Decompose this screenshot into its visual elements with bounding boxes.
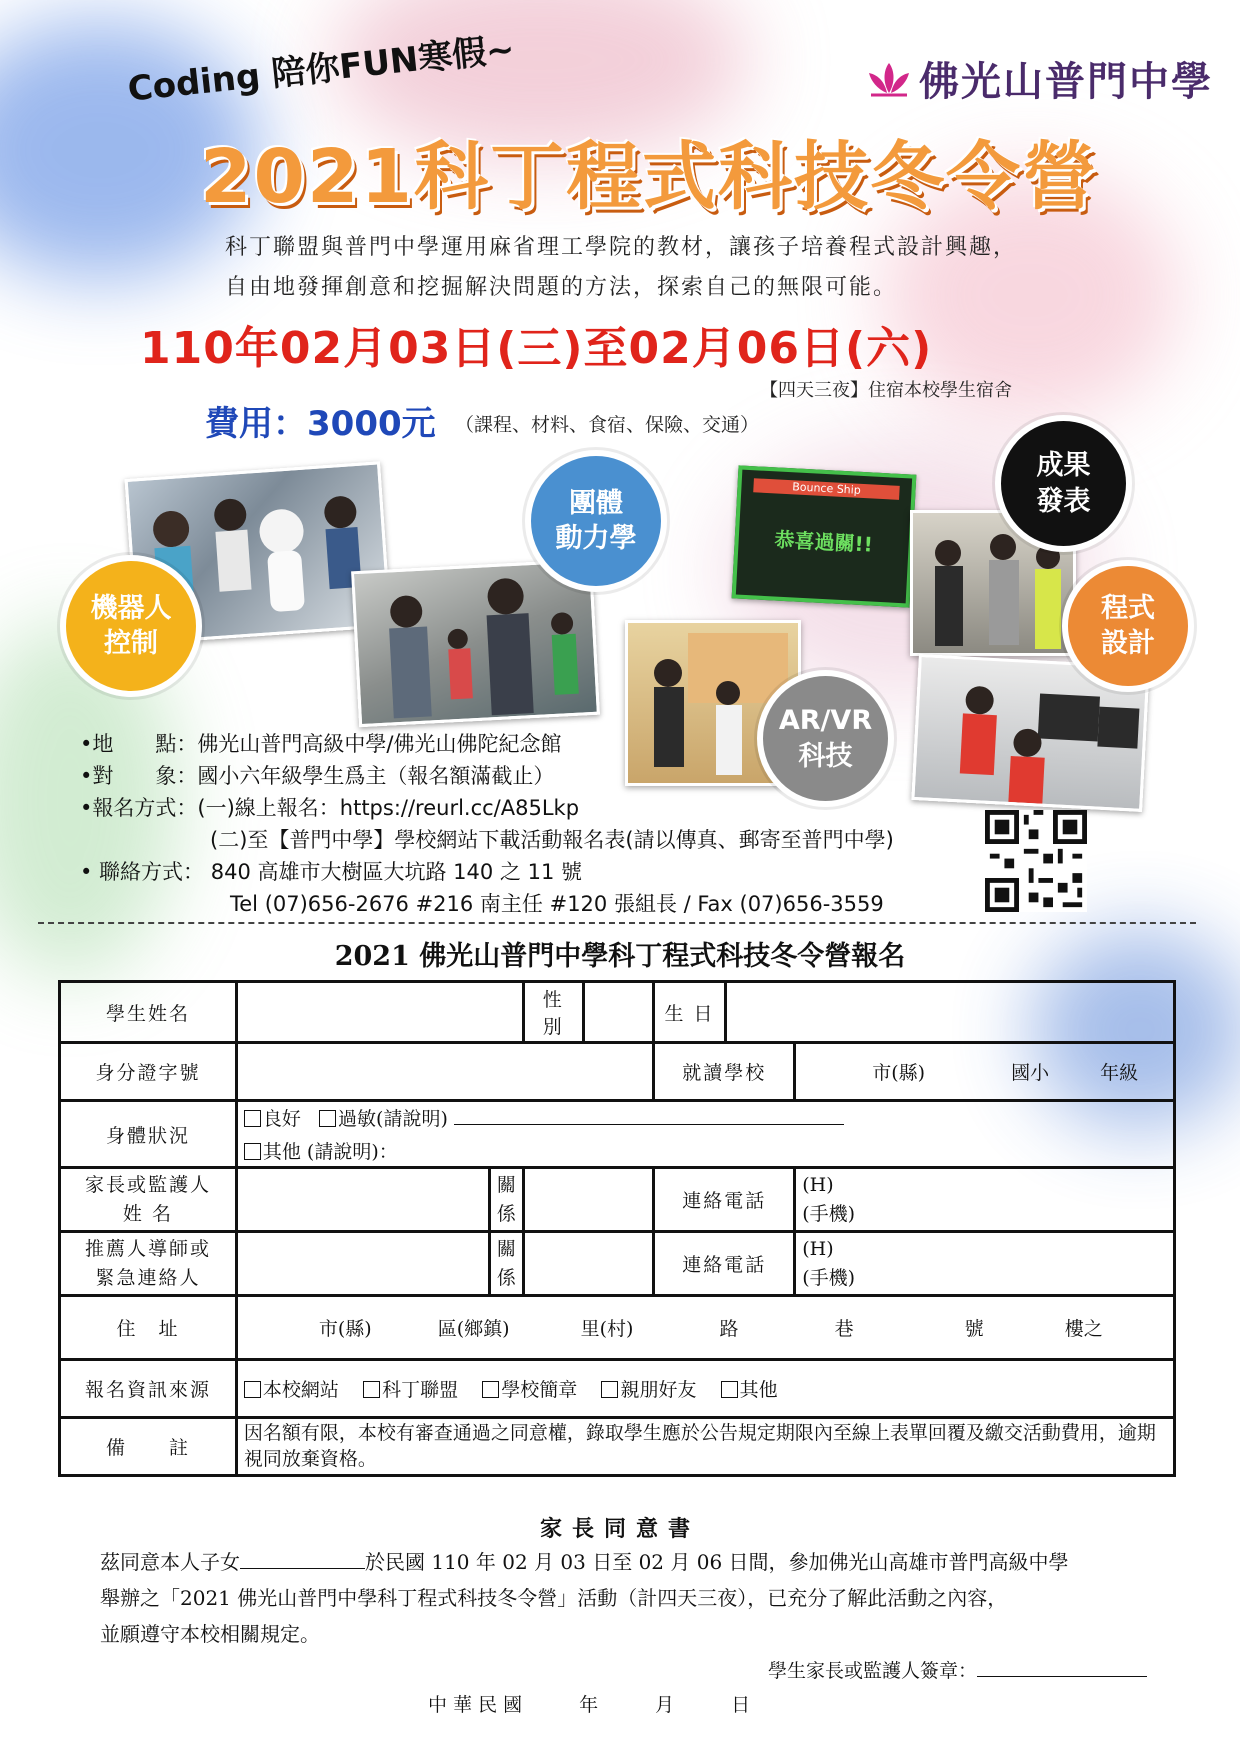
checkbox-src-friends[interactable] bbox=[601, 1381, 618, 1398]
game-title-bar: Bounce Ship bbox=[753, 478, 900, 500]
src-friends-label: 親朋好友 bbox=[620, 1379, 697, 1401]
addr-lane: 巷 bbox=[834, 1318, 854, 1340]
field-gender[interactable] bbox=[583, 982, 654, 1043]
health-allergy-blank[interactable] bbox=[454, 1124, 844, 1125]
page-title: 2021科丁程式科技冬令營 bbox=[200, 134, 1098, 220]
label-birthday: 生 日 bbox=[654, 982, 726, 1043]
addr-floor: 樓之 bbox=[1064, 1318, 1103, 1340]
signature-text: 學生家長或監護人簽章： bbox=[768, 1660, 978, 1682]
label-notes: 備 註 bbox=[60, 1418, 237, 1476]
label-id-number: 身分證字號 bbox=[60, 1043, 237, 1101]
consent-line-3: 並願遵守本校相關規定。 bbox=[100, 1622, 320, 1646]
label-health: 身體狀況 bbox=[60, 1101, 237, 1168]
label-school: 就讀學校 bbox=[654, 1043, 795, 1101]
src-other-label: 其他 bbox=[739, 1379, 778, 1401]
consent-line-1a: 茲同意本人子女 bbox=[100, 1550, 240, 1574]
slogan: Coding 陪你FUN寒假~ bbox=[125, 29, 517, 110]
label-parent: 家長或監護人 姓 名 bbox=[60, 1168, 237, 1232]
checkbox-src-brochure[interactable] bbox=[482, 1381, 499, 1398]
checkbox-health-good[interactable] bbox=[244, 1110, 261, 1127]
field-referrer-phone[interactable]: (H) (手機) bbox=[795, 1232, 1175, 1296]
field-parent-relation[interactable] bbox=[523, 1168, 653, 1232]
photo-screen bbox=[732, 465, 917, 607]
badge-programming-label: 程式 設計 bbox=[1101, 592, 1155, 659]
lotus-icon bbox=[865, 59, 913, 99]
src-keding-label: 科丁聯盟 bbox=[382, 1379, 459, 1401]
field-birthday[interactable] bbox=[725, 982, 1174, 1043]
checkbox-src-keding[interactable] bbox=[363, 1381, 380, 1398]
checkbox-src-school-site[interactable] bbox=[244, 1381, 261, 1398]
badge-team-dynamics bbox=[525, 450, 667, 592]
consent-date: 中 華 民 國 年 月 日 bbox=[428, 1694, 751, 1716]
intro-line-2: 自由地發揮創意和挖掘解決問題的方法，探索自己的無限可能。 bbox=[225, 275, 898, 300]
addr-district: 區(鄉鎮) bbox=[437, 1318, 510, 1340]
badge-robot-label: 機器人 控制 bbox=[90, 592, 172, 659]
field-health bbox=[236, 1101, 1174, 1168]
fee-includes: （課程、材料、食宿、保險、交通） bbox=[455, 414, 760, 436]
school-city-label: 市(縣) bbox=[872, 1062, 926, 1084]
checkbox-src-other[interactable] bbox=[721, 1381, 738, 1398]
field-referrer-name[interactable] bbox=[236, 1232, 489, 1296]
badge-arvr bbox=[757, 670, 894, 807]
logo-text: 佛光山普門中學 bbox=[919, 58, 1213, 105]
info-signup-online: •報名方式：(一)線上報名：https://reurl.cc/A85Lkp bbox=[80, 796, 580, 820]
src-school-site-label: 本校網站 bbox=[262, 1379, 339, 1401]
consent-line-2: 舉辦之「2021 佛光山普門中學科丁程式科技冬令營」活動（計四天三夜），已充分了解此活動之內容， bbox=[100, 1586, 1008, 1610]
field-student-name[interactable] bbox=[236, 982, 523, 1043]
field-parent-name[interactable] bbox=[236, 1168, 489, 1232]
label-parent-phone: 連絡電話 bbox=[654, 1168, 795, 1232]
addr-city: 市(縣) bbox=[318, 1318, 372, 1340]
stay-note: 【四天三夜】住宿本校學生宿舍 bbox=[760, 380, 1012, 401]
label-student-name: 學生姓名 bbox=[60, 982, 237, 1043]
label-referrer: 推薦人導師或 緊急連絡人 bbox=[60, 1232, 237, 1296]
field-address[interactable] bbox=[236, 1296, 1174, 1360]
label-gender: 性 別 bbox=[523, 982, 583, 1043]
cut-line bbox=[38, 922, 1196, 924]
field-referrer-relation[interactable] bbox=[523, 1232, 653, 1296]
info-signup-download: (二)至【普門中學】學校網站下載活動報名表(請以傳真、郵寄至普門中學) bbox=[210, 828, 894, 852]
consent-title: 家長同意書 bbox=[539, 1516, 700, 1542]
consent-line-1b: 於民國 110 年 02 月 03 日至 02 月 06 日間，參加佛光山高雄市普門高級中學 bbox=[365, 1550, 1069, 1574]
congrats-text: 恭喜過關!! bbox=[774, 527, 874, 557]
health-other-label: 其他 (請說明)： bbox=[262, 1141, 398, 1163]
badge-arvr-label: AR/VR 科技 bbox=[778, 705, 873, 772]
badge-team-label: 團體 動力學 bbox=[555, 487, 637, 554]
badge-programming bbox=[1062, 560, 1194, 692]
consent-line-1 bbox=[100, 1546, 1069, 1575]
health-allergy-label: 過敏(請說明) bbox=[338, 1108, 448, 1130]
school-logo bbox=[865, 50, 1213, 107]
badge-results bbox=[995, 415, 1132, 552]
addr-road: 路 bbox=[719, 1318, 739, 1340]
label-source: 報名資訊來源 bbox=[60, 1360, 237, 1418]
field-source bbox=[236, 1360, 1174, 1418]
signature-blank[interactable] bbox=[977, 1676, 1147, 1677]
label-parent-relation: 關 係 bbox=[489, 1168, 523, 1232]
school-grade-label: 年級 bbox=[1100, 1062, 1139, 1084]
checkbox-health-allergy[interactable] bbox=[319, 1110, 336, 1127]
label-referrer-relation: 關 係 bbox=[489, 1232, 523, 1296]
info-location: •地 點：佛光山普門高級中學/佛光山佛陀紀念館 bbox=[80, 732, 562, 756]
form-title: 2021 佛光山普門中學科丁程式科技冬令營報名 bbox=[334, 941, 906, 972]
field-parent-phone[interactable]: (H) (手機) bbox=[795, 1168, 1175, 1232]
event-date: 110年02月03日(三)至02月06日(六) bbox=[140, 323, 933, 374]
health-good-label: 良好 bbox=[262, 1108, 301, 1130]
info-contact-address: • 聯絡方式： 840 高雄市大樹區大坑路 140 之 11 號 bbox=[80, 860, 582, 884]
signature-label bbox=[768, 1656, 1147, 1683]
field-school[interactable] bbox=[795, 1043, 1175, 1101]
info-contact-phone: Tel (07)656-2676 #216 南主任 #120 張組長 / Fax (07)656-3559 bbox=[230, 892, 884, 916]
notes-text: 因名額有限，本校有審查通過之同意權，錄取學生應於公告規定期限內至線上表單回覆及繳交活動費用，逾期視同放棄資格。 bbox=[236, 1418, 1174, 1476]
field-id-number[interactable] bbox=[236, 1043, 653, 1101]
child-name-blank[interactable] bbox=[240, 1568, 365, 1569]
intro-line-1: 科丁聯盟與普門中學運用麻省理工學院的教材，讓孩子培養程式設計興趣， bbox=[225, 235, 1018, 260]
photo-students-team bbox=[354, 562, 597, 724]
src-brochure-label: 學校簡章 bbox=[501, 1379, 578, 1401]
qr-code-icon[interactable] bbox=[985, 810, 1087, 912]
badge-robot-control bbox=[60, 555, 202, 697]
fee: 費用：3000元 bbox=[205, 404, 436, 444]
label-referrer-phone: 連絡電話 bbox=[654, 1232, 795, 1296]
label-address: 住 址 bbox=[60, 1296, 237, 1360]
registration-table bbox=[58, 980, 1176, 1477]
school-elementary-label: 國小 bbox=[1011, 1062, 1050, 1084]
checkbox-health-other[interactable] bbox=[244, 1143, 261, 1160]
info-target: •對 象：國小六年級學生爲主（報名額滿截止） bbox=[80, 764, 555, 788]
addr-village: 里(村) bbox=[580, 1318, 634, 1340]
badge-results-label: 成果 發表 bbox=[1036, 450, 1091, 517]
addr-no: 號 bbox=[964, 1318, 984, 1340]
